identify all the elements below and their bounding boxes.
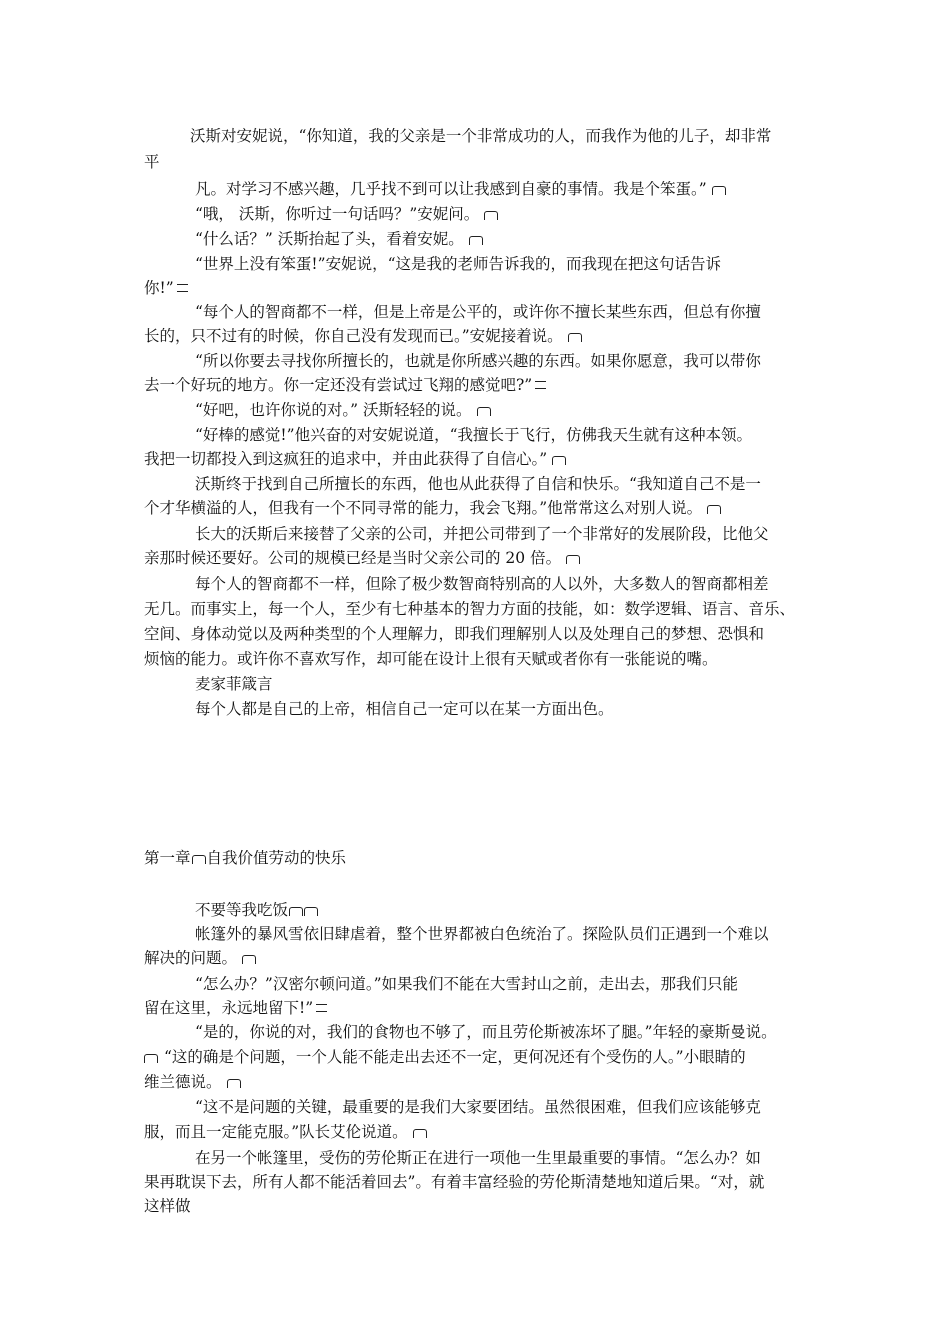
paragraph-line: “好棒的感觉!”他兴奋的对安妮说道，“我擅长于飞行，仿佛我天生就有这种本领。 (195, 426, 753, 444)
paragraph-line: “这的确是个问题，一个人能不能走出去还不一定，更何况还有个受伤的人。”小眼睛的 (0, 1047, 950, 1067)
paragraph-line: 在另一个帐篷里，受伤的劳伦斯正在进行一项他一生里最重要的事情。“怎么办？如 (195, 1149, 761, 1167)
paragraph-mark-icon (304, 907, 318, 916)
paragraph-line: 你!” (0, 278, 950, 298)
paragraph-mark-icon (552, 456, 566, 465)
paragraph-line: “是的，你说的对，我们的食物也不够了，而且劳伦斯被冻坏了腿。”年轻的豪斯曼说。 (195, 1023, 777, 1041)
paragraph-line: 服，而且一定能克服。”队长艾伦说道。 (0, 1122, 950, 1142)
paragraph-line: 长大的沃斯后来接替了父亲的公司，并把公司带到了一个非常好的发展阶段，比他父 (195, 525, 769, 543)
paragraph-line: 维兰德说。 (0, 1072, 950, 1092)
paragraph-line: “世界上没有笨蛋!”安妮说，“这是我的老师告诉我的，而我现在把这句话告诉 (195, 255, 722, 273)
paragraph-mark-icon (477, 407, 491, 416)
paragraph-line: 解决的问题。 (0, 948, 950, 968)
chapter-title: 第一章 自我价值劳动的快乐 (144, 849, 347, 867)
paragraph-line: “怎么办？”汉密尔顿问道。”如果我们不能在大雪封山之前，走出去，那我们只能 (195, 975, 739, 993)
paragraph-mark-icon (566, 555, 580, 564)
paragraph-mark-icon (289, 907, 303, 916)
return-mark-icon (177, 284, 188, 292)
paragraph-mark-icon (144, 1054, 158, 1063)
paragraph-line: 个才华横溢的人，但我有一个不同寻常的能力，我会飞翔。”他常常这么对别人说。 (0, 498, 950, 518)
paragraph-line: 长的，只不过有的时候，你自己没有发现而已。”安妮接着说。 (0, 326, 950, 346)
paragraph-line: 无几。而事实上，每一个人，至少有七种基本的智力方面的技能，如：数学逻辑、语言、音乐、 (144, 600, 796, 618)
paragraph-line: “好吧，也许你说的对。” 沃斯轻轻的说。 (0, 400, 950, 420)
paragraph-line: 每个人都是自己的上帝，相信自己一定可以在某一方面出色。 (195, 700, 614, 718)
paragraph-mark-icon (469, 236, 483, 245)
return-mark-icon (316, 1004, 327, 1012)
section-subtitle: 不要等我吃饭 (0, 900, 950, 920)
return-mark-icon (535, 381, 546, 389)
paragraph-line: “这不是问题的关键，最重要的是我们大家要团结。虽然很困难，但我们应该能够克 (195, 1098, 761, 1116)
paragraph-mark-icon (192, 855, 206, 864)
paragraph-line: 这样做 (144, 1197, 191, 1215)
paragraph-mark-icon (484, 211, 498, 220)
paragraph-mark-icon (568, 333, 582, 342)
paragraph-line: “每个人的智商都不一样，但是上帝是公平的，或许你不擅长某些东西，但总有你擅 (195, 303, 761, 321)
paragraph-line: 沃斯对安妮说，“你知道，我的父亲是一个非常成功的人，而我作为他的儿子，却非常 (190, 127, 772, 145)
paragraph-mark-icon (227, 1079, 241, 1088)
paragraph-mark-icon (712, 186, 726, 195)
paragraph-line: 亲那时候还要好。公司的规模已经是当时父亲公司的 20 倍。 (0, 548, 950, 568)
paragraph-line: 空间、身体动觉以及两种类型的个人理解力，即我们理解别人以及处理自己的梦想、恐惧和 (144, 625, 765, 643)
paragraph-line: 我把一切都投入到这疯狂的追求中，并由此获得了自信心。” (0, 449, 950, 469)
paragraph-line: 烦恼的能力。或许你不喜欢写作，却可能在设计上很有天赋或者你有一张能说的嘴。 (144, 650, 718, 668)
paragraph-line: 每个人的智商都不一样，但除了极少数智商特别高的人以外，大多数人的智商都相差 (195, 575, 769, 593)
paragraph-line: 留在这里，永远地留下!” (0, 998, 950, 1018)
paragraph-line: 凡。对学习不感兴趣，几乎找不到可以让我感到自豪的事情。我是个笨蛋。” (0, 179, 950, 199)
paragraph-mark-icon (707, 505, 721, 514)
paragraph-line: “哦， 沃斯，你听过一句话吗？”安妮问。 (0, 204, 950, 224)
paragraph-line: 沃斯终于找到自己所擅长的东西，他也从此获得了自信和快乐。“我知道自己不是一 (195, 475, 761, 493)
paragraph-mark-icon (413, 1129, 427, 1138)
paragraph-line: 平 (144, 153, 160, 171)
paragraph-line: “所以你要去寻找你所擅长的，也就是你所感兴趣的东西。如果你愿意，我可以带你 (195, 352, 761, 370)
paragraph-mark-icon (242, 955, 256, 964)
paragraph-line: 果再耽误下去，所有人都不能活着回去”。有着丰富经验的劳伦斯清楚地知道后果。“对，就 (144, 1173, 765, 1191)
paragraph-line: “什么话？” 沃斯抬起了头，看着安妮。 (0, 229, 950, 249)
paragraph-line: 帐篷外的暴风雪依旧肆虐着，整个世界都被白色统治了。探险队员们正遇到一个难以 (195, 925, 769, 943)
paragraph-line: 麦家菲箴言 (195, 675, 273, 693)
paragraph-line: 去一个好玩的地方。你一定还没有尝试过飞翔的感觉吧?” (0, 375, 950, 395)
